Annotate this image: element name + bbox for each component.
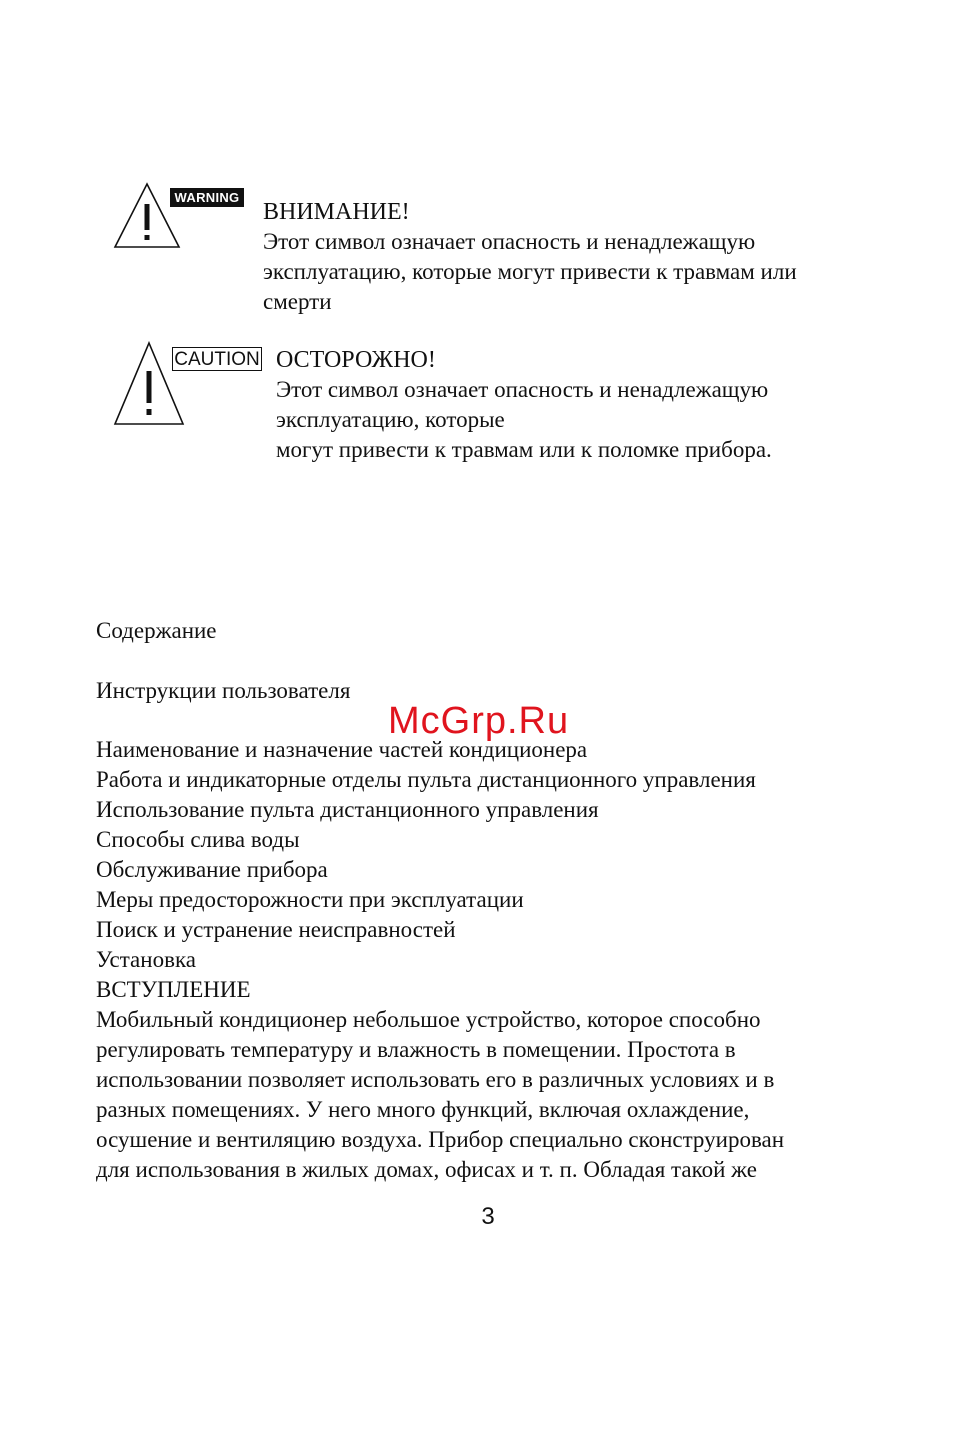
intro-line: Мобильный кондиционер небольшое устройство, которое способно bbox=[96, 1007, 761, 1032]
intro-line: разных помещениях. У него много функций, включая охлаждение, bbox=[96, 1097, 750, 1122]
warning-badge: WARNING bbox=[170, 188, 244, 207]
contents-item: Установка bbox=[96, 947, 196, 972]
warning-line: Этот символ означает опасность и ненадлежащую bbox=[263, 229, 756, 254]
warning-text-block bbox=[263, 197, 797, 317]
caution-line: Этот символ означает опасность и ненадлежащую bbox=[276, 377, 769, 402]
contents-subheading: Инструкции пользователя bbox=[96, 678, 351, 703]
watermark: McGrp.Ru bbox=[388, 700, 570, 742]
contents-item: Обслуживание прибора bbox=[96, 857, 328, 882]
contents-item: Использование пульта дистанционного управления bbox=[96, 797, 599, 822]
contents-item: Работа и индикаторные отделы пульта дистанционного управления bbox=[96, 767, 756, 792]
contents-heading: Содержание bbox=[96, 618, 217, 643]
warning-line: эксплуатацию, которые могут привести к травмам или bbox=[263, 259, 797, 284]
warning-title: ВНИМАНИЕ! bbox=[263, 199, 410, 225]
intro-line: для использования в жилых домах, офисах и т. п. Обладая такой же bbox=[96, 1157, 757, 1182]
intro-line: осушение и вентиляцию воздуха. Прибор специально сконструирован bbox=[96, 1127, 785, 1152]
caution-line: эксплуатацию, которые bbox=[276, 407, 505, 432]
contents-item: Меры предосторожности при эксплуатации bbox=[96, 887, 524, 912]
contents-list bbox=[96, 735, 784, 1185]
intro-heading: ВСТУПЛЕНИЕ bbox=[96, 977, 251, 1002]
contents-item: Наименование и назначение частей кондиционера bbox=[96, 737, 588, 762]
caution-text-block bbox=[276, 345, 772, 465]
contents-item: Поиск и устранение неисправностей bbox=[96, 917, 456, 942]
caution-line: могут привести к травмам или к поломке прибора. bbox=[276, 437, 772, 462]
contents-item: Способы слива воды bbox=[96, 827, 300, 852]
intro-line: использовании позволяет использовать его в различных условиях и в bbox=[96, 1067, 775, 1092]
intro-line: регулировать температуру и влажность в помещении. Простота в bbox=[96, 1037, 736, 1062]
warning-line: смерти bbox=[263, 289, 332, 314]
caution-badge: CAUTION bbox=[172, 347, 262, 371]
page-number: 3 bbox=[481, 1203, 495, 1230]
caution-title: ОСТОРОЖНО! bbox=[276, 347, 436, 373]
